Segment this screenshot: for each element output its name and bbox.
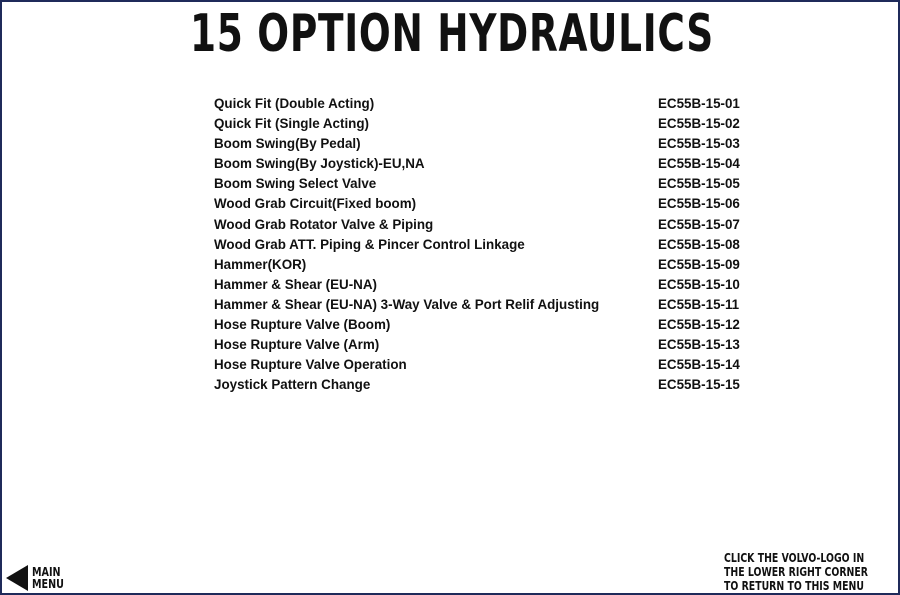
- menu-item-code[interactable]: EC55B-15-04: [658, 156, 740, 172]
- menu-item-code[interactable]: EC55B-15-13: [658, 337, 740, 353]
- menu-item-ec55b-15-07[interactable]: [214, 215, 744, 235]
- menu-item-code[interactable]: EC55B-15-06: [658, 196, 740, 212]
- menu-item-code[interactable]: EC55B-15-11: [658, 296, 740, 312]
- menu-item-ec55b-15-02[interactable]: [214, 114, 744, 134]
- menu-item-label[interactable]: Quick Fit (Single Acting): [214, 116, 369, 132]
- page-title: 15 OPTION HYDRAULICS: [190, 4, 714, 64]
- menu-item-code[interactable]: EC55B-15-02: [658, 116, 740, 132]
- menu-item-label[interactable]: Wood Grab Rotator Valve & Piping: [214, 216, 434, 232]
- menu-item-label[interactable]: Hammer & Shear (EU-NA) 3-Way Valve & Port Relif Adjusting: [214, 296, 600, 312]
- menu-item-label[interactable]: Hose Rupture Valve (Arm): [214, 337, 380, 353]
- menu-item-code[interactable]: EC55B-15-14: [658, 357, 740, 373]
- return-hint-line2: THE LOWER RIGHT CORNER: [724, 565, 868, 579]
- menu-item-ec55b-15-15[interactable]: [214, 375, 744, 395]
- menu-item-code[interactable]: EC55B-15-05: [658, 176, 740, 192]
- menu-item-code[interactable]: EC55B-15-08: [658, 236, 740, 252]
- menu-item-label[interactable]: Hose Rupture Valve Operation: [214, 357, 407, 373]
- menu-item-label[interactable]: Hammer & Shear (EU-NA): [214, 276, 377, 292]
- triangle-left-icon[interactable]: [6, 565, 28, 591]
- menu-item-ec55b-15-04[interactable]: [214, 154, 744, 174]
- main-menu-button[interactable]: [6, 565, 72, 591]
- main-menu-label[interactable]: [32, 566, 64, 590]
- main-menu-label-line2[interactable]: MENU: [32, 577, 64, 591]
- menu-item-label[interactable]: Wood Grab Circuit(Fixed boom): [214, 196, 417, 212]
- menu-item-label[interactable]: Boom Swing(By Pedal): [214, 136, 361, 152]
- menu-item-ec55b-15-08[interactable]: [214, 235, 744, 255]
- menu-item-ec55b-15-09[interactable]: [214, 255, 744, 275]
- menu-item-ec55b-15-14[interactable]: [214, 355, 744, 375]
- menu-item-label[interactable]: Joystick Pattern Change: [214, 377, 371, 393]
- menu-item-ec55b-15-03[interactable]: [214, 134, 744, 154]
- menu-item-code[interactable]: EC55B-15-03: [658, 136, 740, 152]
- menu-item-code[interactable]: EC55B-15-15: [658, 377, 740, 393]
- menu-item-label[interactable]: Wood Grab ATT. Piping & Pincer Control Linkage: [214, 236, 525, 252]
- return-hint: [724, 551, 894, 593]
- menu-item-ec55b-15-06[interactable]: [214, 194, 744, 214]
- main-menu-label-line1[interactable]: MAIN: [32, 565, 61, 579]
- menu-item-code[interactable]: EC55B-15-09: [658, 256, 740, 272]
- menu-item-ec55b-15-01[interactable]: [214, 94, 744, 114]
- menu-item-label[interactable]: Boom Swing(By Joystick)-EU,NA: [214, 156, 425, 172]
- menu-item-ec55b-15-10[interactable]: [214, 275, 744, 295]
- menu-item-label[interactable]: Hammer(KOR): [214, 256, 307, 272]
- menu-item-ec55b-15-05[interactable]: [214, 174, 744, 194]
- menu-list: [214, 94, 744, 395]
- menu-item-code[interactable]: EC55B-15-10: [658, 276, 740, 292]
- menu-item-label[interactable]: Quick Fit (Double Acting): [214, 96, 375, 111]
- menu-item-label[interactable]: Hose Rupture Valve (Boom): [214, 317, 391, 333]
- menu-item-label[interactable]: Boom Swing Select Valve: [214, 176, 377, 192]
- menu-item-code[interactable]: EC55B-15-01: [658, 96, 740, 111]
- menu-item-ec55b-15-12[interactable]: [214, 315, 744, 335]
- return-hint-line1: CLICK THE VOLVO-LOGO IN: [724, 551, 865, 565]
- menu-item-code[interactable]: EC55B-15-12: [658, 317, 740, 333]
- menu-item-ec55b-15-11[interactable]: [214, 295, 744, 315]
- menu-item-code[interactable]: EC55B-15-07: [658, 216, 740, 232]
- menu-item-ec55b-15-13[interactable]: [214, 335, 744, 355]
- return-hint-line3: TO RETURN TO THIS MENU: [724, 579, 864, 593]
